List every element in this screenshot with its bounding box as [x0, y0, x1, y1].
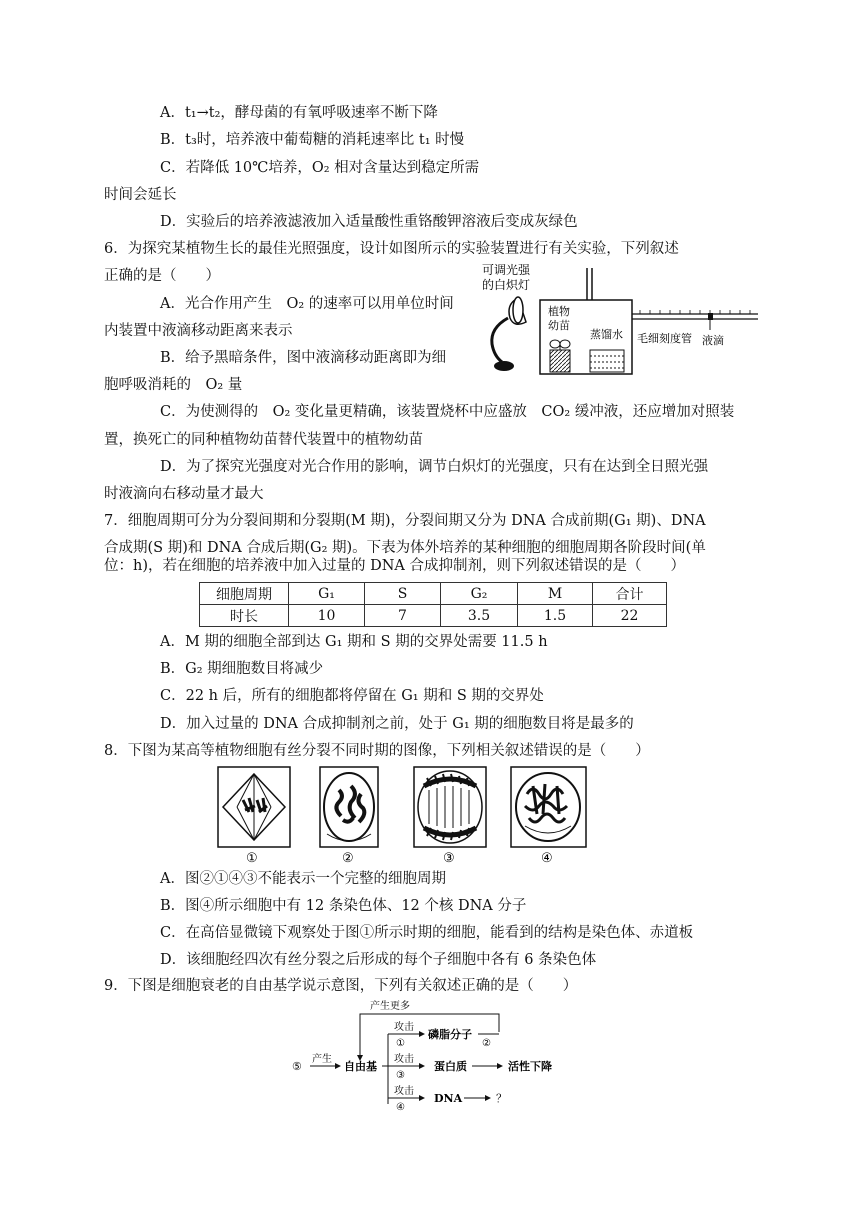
cell-cycle-table [199, 582, 667, 627]
plant-label-line2: 幼苗 [548, 319, 570, 332]
activity-decline-label: 活性下降 [508, 1060, 552, 1073]
mitosis-cell-4 [511, 767, 586, 847]
label-4: ④ [396, 1102, 405, 1113]
q7-stem-cont1: 合成期(S 期)和 DNA 合成后期(G₂ 期)。下表为体外培养的某种细胞的细胞周期各阶段时间(单 [104, 540, 706, 556]
q7-option-c: C．22 h 后，所有的细胞都将停留在 G₁ 期和 S 期的交界处 [160, 688, 544, 704]
attack-label-1: 攻击 [394, 1022, 414, 1033]
produce-more-label: 产生更多 [370, 1001, 410, 1012]
table-cell: G₁ [289, 583, 365, 605]
lipid-label: 磷脂分子 [428, 1028, 472, 1041]
tube-label: 毛细刻度管 [637, 332, 692, 345]
mitosis-cell-3 [414, 767, 486, 847]
table-cell: 时长 [200, 605, 289, 627]
question-mark: ？ [496, 1092, 507, 1105]
protein-label: 蛋白质 [434, 1060, 467, 1073]
seedling-icon [550, 340, 570, 372]
table-header-row [200, 583, 667, 605]
table-cell: 1.5 [518, 605, 593, 627]
q6-option-c-cont: 置，换死亡的同种植物幼苗替代装置中的植物幼苗 [104, 432, 423, 448]
attack-label-3: 攻击 [394, 1086, 414, 1097]
q6-stem: 6．为探究某植物生长的最佳光照强度，设计如图所示的实验装置进行有关实验，下列叙述 [104, 241, 679, 257]
plant-label-line1: 植物 [548, 305, 570, 318]
q5-option-c-cont: 时间会延长 [104, 187, 177, 203]
q7-stem-cont2: 位：h)，若在细胞的培养液中加入过量的 DNA 合成抑制剂，则下列叙述错误的是（ ） [104, 558, 685, 574]
q8-option-a: A．图②①④③不能表示一个完整的细胞周期 [160, 871, 446, 887]
label-3: ③ [396, 1070, 405, 1081]
fig-label-3: ③ [443, 851, 455, 864]
lamp-label-line2: 的白炽灯 [482, 278, 531, 292]
table-cell: 细胞周期 [200, 583, 289, 605]
mitosis-figures [215, 764, 595, 864]
q6-option-b-cont: 胞呼吸消耗的 O₂ 量 [104, 377, 243, 393]
free-radical-diagram [284, 998, 574, 1114]
light-experiment-apparatus [470, 262, 760, 378]
mitosis-cell-2 [320, 767, 378, 847]
droplet [708, 313, 713, 320]
table-cell: 3.5 [441, 605, 518, 627]
lamp-label-line1: 可调光强 [482, 263, 531, 277]
table-cell: S [365, 583, 441, 605]
incandescent-lamp-icon [492, 297, 526, 371]
table-row [200, 605, 667, 627]
q6-option-a-cont: 内装置中液滴移动距离来表示 [104, 323, 293, 339]
label-1: ① [396, 1038, 405, 1049]
q7-option-b: B．G₂ 期细胞数目将减少 [160, 661, 324, 677]
q5-option-c: C．若降低 10℃培养，O₂ 相对含量达到稳定所需 [160, 160, 480, 176]
table-cell: 7 [365, 605, 441, 627]
label-2: ② [482, 1038, 491, 1049]
q6-option-b: B．给予黑暗条件，图中液滴移动距离即为细 [160, 350, 447, 366]
table-cell: 22 [593, 605, 667, 627]
fig-label-2: ② [342, 851, 354, 864]
q8-stem: 8．下图为某高等植物细胞有丝分裂不同时期的图像，下列相关叙述错误的是（ ） [104, 743, 650, 759]
q6-option-c: C．为使测得的 O₂ 变化量更精确，该装置烧杯中应盛放 CO₂ 缓冲液，还应增加对照装 [160, 404, 735, 420]
produce-label: 产生 [312, 1054, 332, 1065]
fig-label-4: ④ [541, 851, 553, 864]
q6-option-d-cont: 时液滴向右移动量才最大 [104, 486, 264, 502]
fig-label-1: ① [246, 851, 258, 864]
q5-option-b: B．t₃时，培养液中葡萄糖的消耗速率比 t₁ 时慢 [160, 132, 465, 148]
q9-stem: 9．下图是细胞衰老的自由基学说示意图，下列有关叙述正确的是（ ） [104, 978, 578, 994]
table-cell: G₂ [441, 583, 518, 605]
q5-option-d: D．实验后的培养液滤液加入适量酸性重铬酸钾溶液后变成灰绿色 [160, 214, 578, 230]
water-label: 蒸馏水 [590, 328, 623, 341]
q6-stem-cont: 正确的是（ ） [104, 268, 220, 284]
water-beaker [590, 350, 624, 372]
free-radical-label: 自由基 [344, 1060, 377, 1073]
tube-scale-ticks [640, 310, 750, 314]
q5-option-a: A．t₁→t₂，酵母菌的有氧呼吸速率不断下降 [160, 105, 438, 121]
table-cell: 10 [289, 605, 365, 627]
q8-option-b: B．图④所示细胞中有 12 条染色体、12 个核 DNA 分子 [160, 898, 527, 914]
table-cell: M [518, 583, 593, 605]
table-cell: 合计 [593, 583, 667, 605]
q8-option-c: C．在高倍显微镜下观察处于图①所示时期的细胞，能看到的结构是染色体、赤道板 [160, 925, 694, 941]
attack-label-2: 攻击 [394, 1054, 414, 1065]
q6-option-d: D．为了探究光强度对光合作用的影响，调节白炽灯的光强度，只有在达到全日照光强 [160, 459, 709, 475]
droplet-label: 液滴 [702, 334, 724, 347]
q7-option-d: D．加入过量的 DNA 合成抑制剂之前，处于 G₁ 期的细胞数目将是最多的 [160, 716, 634, 732]
dna-label: DNA [434, 1092, 463, 1105]
mitosis-cell-1 [218, 767, 290, 847]
label-5: ⑤ [292, 1060, 302, 1073]
q6-option-a: A．光合作用产生 O₂ 的速率可以用单位时间 [160, 296, 454, 312]
q7-option-a: A．M 期的细胞全部到达 G₁ 期和 S 期的交界处需要 11.5 h [160, 634, 548, 650]
q7-stem: 7．细胞周期可分为分裂间期和分裂期(M 期)，分裂间期又分为 DNA 合成前期(G₁ 期)、DNA [104, 513, 706, 529]
q8-option-d: D．该细胞经四次有丝分裂之后形成的每个子细胞中各有 6 条染色体 [160, 952, 597, 968]
